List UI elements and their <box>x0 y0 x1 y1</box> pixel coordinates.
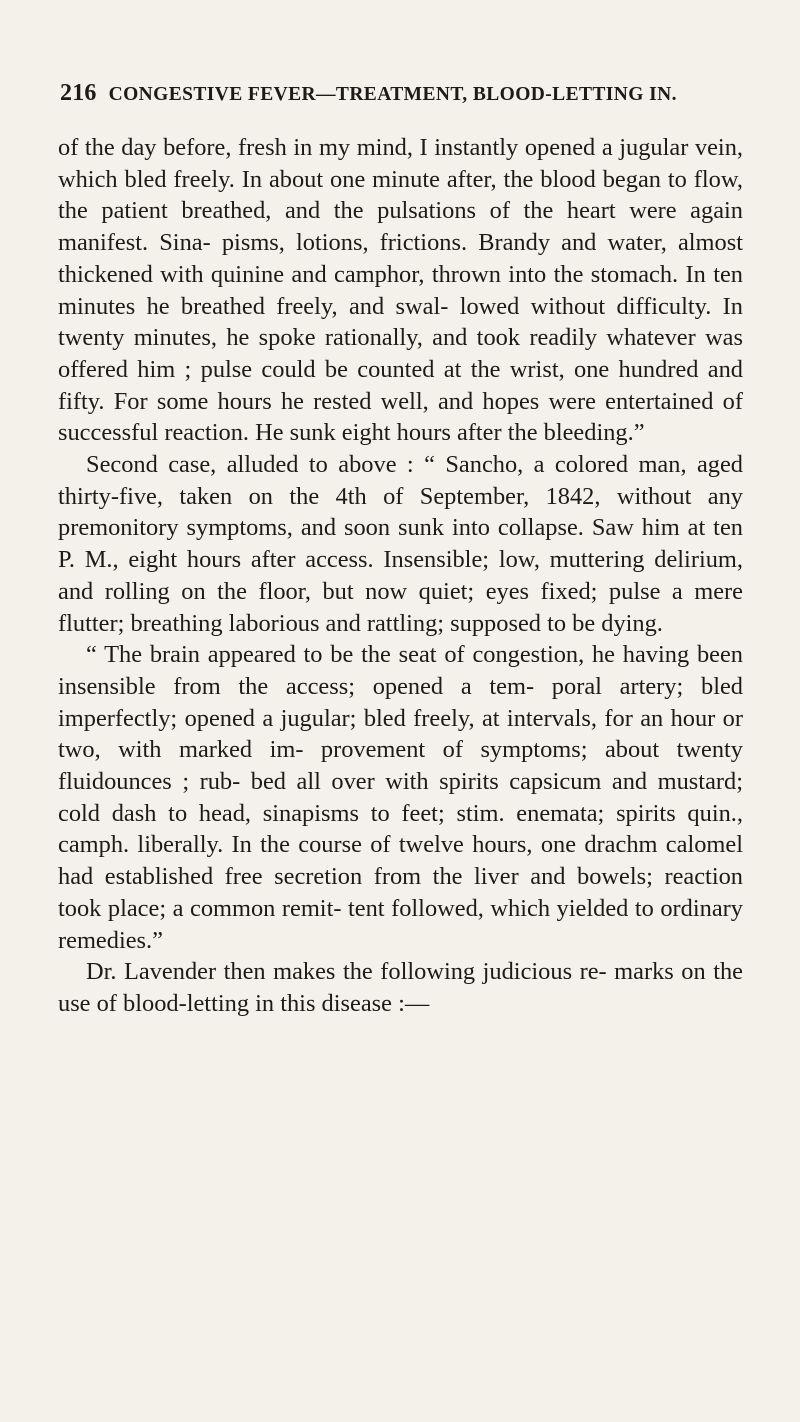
running-header <box>60 80 740 107</box>
page-number: 216 <box>60 80 97 106</box>
paragraph-brain-congestion: “ The brain appeared to be the seat of congestion, he having been insensible from the access; opened a tem- poral artery; bled imperfectly; opened a jugular; bled freely, at intervals, for an hour or two, with marked im- provement of symptoms; about twenty fluidounces ; rub- bed all over with spirits capsicum and mustard; cold dash to head, sinapisms to feet; stim. enemata; spirits quin., camph. liberally. In the course of twelve hours, one drachm calomel had established free secretion from the liver and bowels; reaction took place; a common remit- tent followed, which yielded to ordinary remedies.” <box>58 641 743 954</box>
paragraph-continuation: of the day before, fresh in my mind, I instantly opened a jugular vein, which bled freely. In about one minute after, the blood began to flow, the patient breathed, and the pulsations of the heart were again manifest. Sina- pisms, lotions, frictions. Brandy and water, almost thickened with quinine and camphor, thrown into the stomach. In ten minutes he breathed freely, and swal- lowed without difficulty. In twenty minutes, he spoke rationally, and took readily whatever was offered him ; pulse could be counted at the wrist, one hundred and fifty. For some hours he rested well, and hopes were entertained of successful reaction. He sunk eight hours after the bleeding.” <box>58 134 743 447</box>
running-title: CONGESTIVE FEVER—TREATMENT, BLOOD-LETTING IN. <box>108 84 677 105</box>
paragraph-dr-lavender: Dr. Lavender then makes the following judicious re- marks on the use of blood-letting in this disease :— <box>58 958 743 1017</box>
body-text <box>58 132 743 1020</box>
paragraph-second-case: Second case, alluded to above : “ Sancho, a colored man, aged thirty-five, taken on the 4th of September, 1842, without any premonitory symptoms, and soon sunk into collapse. Saw him at ten P. M., eight hours after access. Insensible; low, muttering delirium, and rolling on the floor, but now quiet; eyes fixed; pulse a mere flutter; breathing laborious and rattling; supposed to be dying. <box>58 451 743 637</box>
